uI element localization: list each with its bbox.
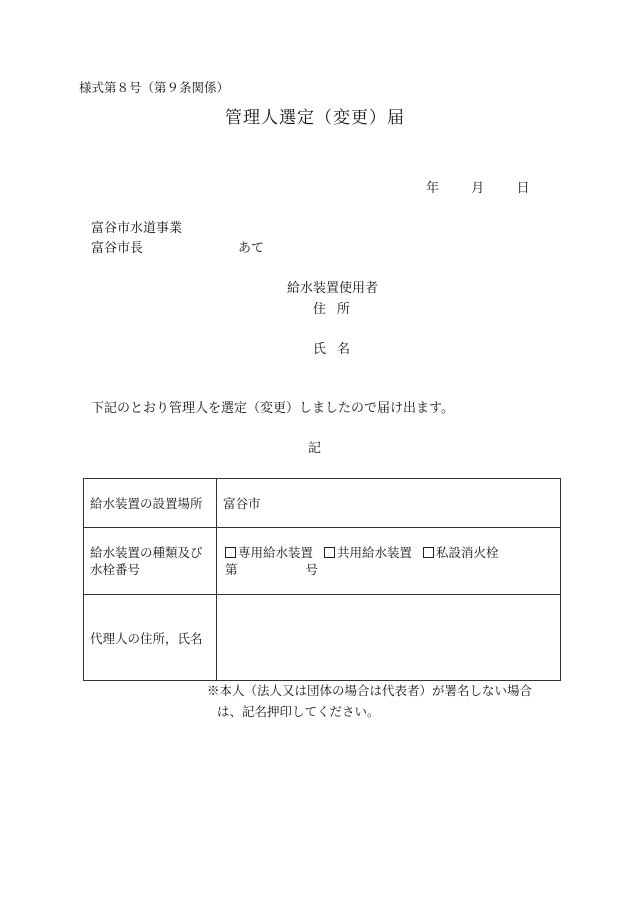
note-line1: ※本人（法人又は団体の場合は代表者）が署名しない場合 (207, 683, 533, 698)
date-year-label: 年 (426, 181, 440, 196)
table-row (84, 479, 561, 528)
number-prefix: 第 (225, 562, 238, 577)
applicant-heading: 給水装置使用者 (287, 281, 379, 296)
form-number: 様式第８号（第９条関係） (79, 80, 230, 95)
option-label: 専用給水装置 (238, 544, 314, 560)
location-label: 給水装置の設置場所 (84, 479, 217, 528)
option-shared[interactable] (324, 545, 412, 560)
number-suffix: 号 (305, 562, 319, 577)
date-day-label: 日 (516, 181, 530, 196)
applicant-address-label: 住所 (313, 302, 362, 317)
checkbox[interactable] (423, 547, 434, 558)
type-value (217, 528, 561, 595)
statement-text: 下記のとおり管理人を選定（変更）しましたので届け出ます。 (91, 401, 454, 416)
recipient-suffix: あて (238, 241, 265, 256)
type-label-line1: 給水装置の種類及び (90, 544, 203, 560)
location-value[interactable]: 富谷市 (217, 479, 561, 528)
option-private-hydrant[interactable] (423, 545, 499, 560)
details-table (83, 478, 561, 681)
recipient-line1: 富谷市水道事業 (91, 221, 183, 236)
checkbox[interactable] (324, 547, 335, 558)
table-row (84, 595, 561, 681)
page-title: 管理人選定（変更）届 (225, 108, 405, 128)
agent-value[interactable] (217, 595, 561, 681)
checkbox[interactable] (225, 547, 236, 558)
recipient-line2: 富谷市長 (91, 241, 144, 256)
type-label-line2: 水栓番号 (90, 562, 141, 577)
table-row (84, 528, 561, 595)
agent-label: 代理人の住所，氏名 (84, 595, 217, 681)
type-label (84, 528, 217, 595)
date-line (426, 182, 530, 195)
note-line2: は、記名押印してください。 (217, 704, 380, 719)
date-month-label: 月 (471, 181, 485, 196)
ki-heading: 記 (308, 441, 322, 456)
option-exclusive[interactable] (225, 545, 313, 560)
applicant-name-label: 氏名 (313, 342, 362, 357)
option-label: 私設消火栓 (436, 544, 499, 560)
option-label: 共用給水装置 (337, 544, 413, 560)
